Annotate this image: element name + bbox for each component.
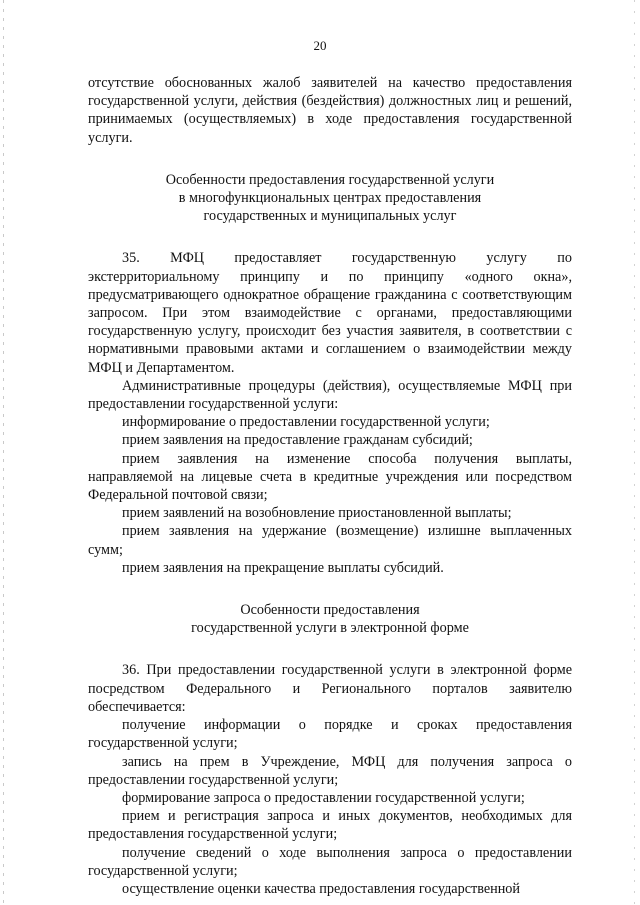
heading-line: Особенности предоставления государственной услуги [165,171,495,188]
list-item: формирование запроса о предоставлении государственной услуги; [122,789,525,806]
list-item: прием заявления на прекращение выплаты субсидий. [122,559,444,576]
scan-edge-left [3,0,4,905]
heading-line: в многофункциональных центрах предоставления [178,190,482,207]
list-item: прием заявления на изменение способа получения выплаты, направляемой на лицевые счета в кредитные учреждения или посредством Федеральной почтовой связи; [88,450,572,504]
document-body [88,74,572,898]
list-item: осуществление оценки качества предоставления государственной [122,880,520,897]
list-item: получение сведений о ходе выполнения запроса о предоставлении государственной услуги; [88,844,572,879]
paragraph-36: 36. При предоставлении государственной услуги в электронной форме посредством Федерального и Регионального порталов заявителю обеспечивается: [88,662,572,715]
paragraph-complaints: отсутствие обоснованных жалоб заявителей на качество предоставления государственной услуги, действия (бездействия) должностных лиц и решений, принимаемых (осуществляемых) в ходе предоставления государственной услуги. [88,75,572,146]
heading-line: Особенности предоставления [240,602,420,619]
paragraph-35: 35. МФЦ предоставляет государственную услугу по экстерриториальному принципу и по принципу «одного окна», предусматривающего однократное обращение гражданина с соответствующим запросом. При этом взаимодействие с органами, предоставляющими государственную услугу, происходит без участия заявителя, в соответствии с нормативными правовыми актами и соглашением о взаимодействии между МФЦ и Департаментом. [88,250,572,376]
list-item: получение информации о порядке и сроках предоставления государственной услуги; [88,717,572,752]
section-heading-electronic [88,601,572,637]
list-item: информирование о предоставлении государственной услуги; [122,414,490,431]
list-item: прием и регистрация запроса и иных документов, необходимых для предоставления государственной услуги; [88,808,572,843]
heading-line: государственных и муниципальных услуг [203,208,457,225]
list-item: прием заявления на предоставление гражданам субсидий; [122,432,473,449]
list-item: прием заявлений на возобновление приостановленной выплаты; [122,505,512,522]
page-number: 20 [313,38,327,53]
list-item: прием заявления на удержание (возмещение) излишне выплаченных сумм; [88,523,572,558]
scan-edge-right [634,0,635,905]
list-item: запись на прем в Учреждение, МФЦ для получения запроса о предоставлении государственной услуги; [88,753,572,788]
heading-line: государственной услуги в электронной форме [191,620,469,637]
section-heading-mfc [88,171,572,226]
paragraph-admin-procedures: Административные процедуры (действия), осуществляемые МФЦ при предоставлении государственной услуги: [88,377,572,413]
